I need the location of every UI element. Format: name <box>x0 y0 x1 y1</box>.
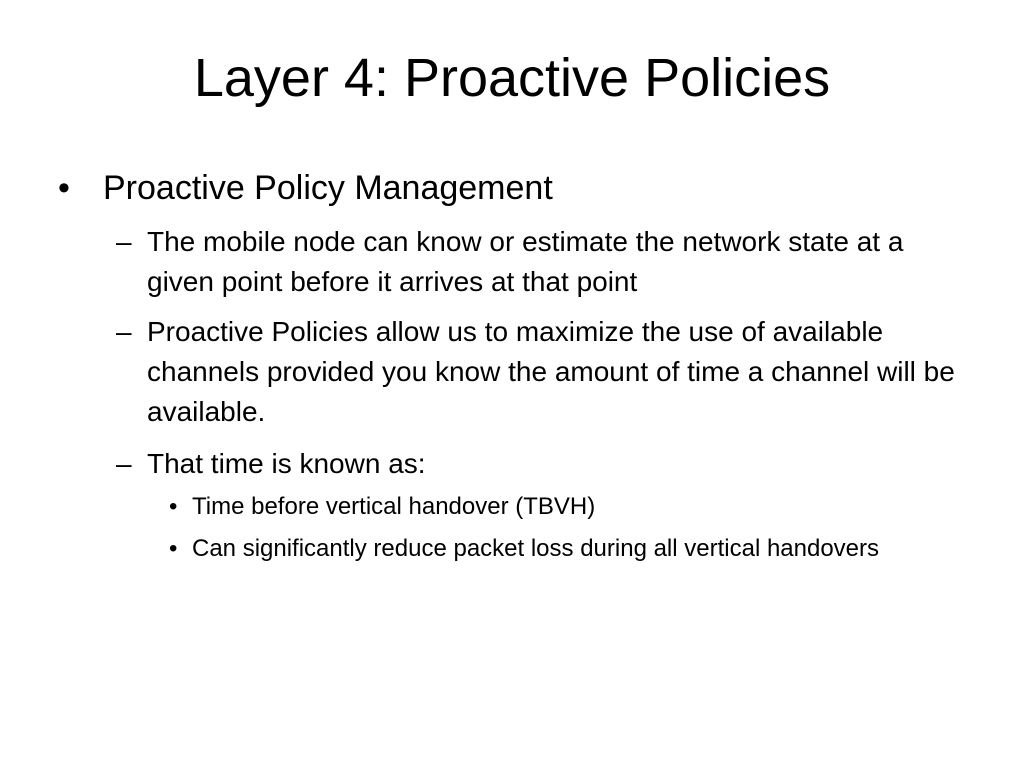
slide-title: Layer 4: Proactive Policies <box>193 48 831 108</box>
sub-sub-bullet-tbvh <box>169 489 962 525</box>
sub-bullet-maximize-channels <box>116 312 957 432</box>
sub-bullet-text: Proactive Policies allow us to maximize the use of available channels provided you know the amount of time a channel will be available. <box>147 316 955 427</box>
bullet-marker: • <box>169 535 178 562</box>
sub-bullet-network-state <box>116 222 957 302</box>
dash-marker: – <box>116 226 132 257</box>
sub-sub-bullet-text: Time before vertical handover (TBVH) <box>192 493 596 520</box>
sub-bullet-text: That time is known as: <box>147 448 426 479</box>
bullet-text: Proactive Policy Management <box>103 169 553 207</box>
sub-bullet-text: The mobile node can know or estimate the network state at a given point before it arrives at that point <box>147 226 904 297</box>
dash-marker: – <box>116 448 132 479</box>
sub-bullet-time-known-as <box>116 444 957 484</box>
bullet-proactive-policy-management <box>58 168 983 208</box>
sub-sub-bullet-text: Can significantly reduce packet loss during all vertical handovers <box>192 535 880 562</box>
bullet-marker: • <box>58 169 70 207</box>
bullet-marker: • <box>169 493 178 520</box>
sub-sub-bullet-packet-loss <box>169 531 892 567</box>
dash-marker: – <box>116 316 132 347</box>
